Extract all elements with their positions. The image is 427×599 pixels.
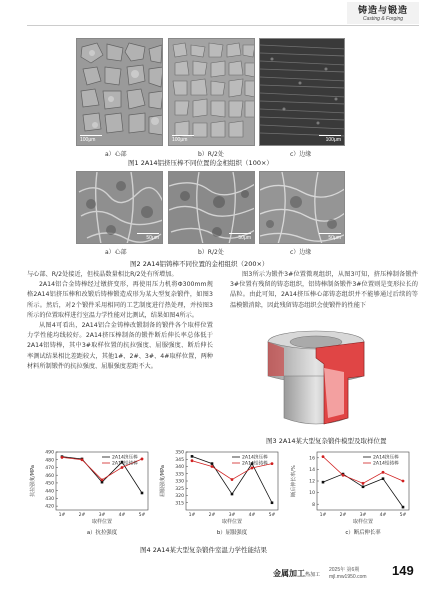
scale-bar [319,233,341,235]
legend-label: 2A14铝铸棒 [242,461,268,467]
y-axis-label: 断后伸长率/% [291,465,297,497]
forging-model-image [244,328,404,432]
y-tick-label: 16 [309,456,315,462]
data-point [211,465,214,468]
data-point [402,506,405,509]
paragraph: 与心部、R/2处接近，但枝晶数量相比R/2处有所增加。 [27,271,178,278]
data-point [271,462,274,465]
scale-label: 50μm [238,235,251,241]
fig2-sub-b: b）R/2处 [198,249,224,256]
fig2a-micrograph [76,171,163,244]
x-tick-label: 5# [268,513,276,518]
x-axis-label: 取样位置 [91,519,113,525]
x-tick-label: 5# [399,513,407,518]
x-tick-label: 2# [208,513,216,518]
y-tick-label: 340 [175,465,184,471]
data-point [251,467,254,470]
x-tick-label: 2# [339,513,347,518]
header-rule [27,25,419,26]
scale-label: 100μm [80,137,96,143]
chart-subtitle: a）抗拉强度 [86,530,118,536]
line-chart [26,448,156,544]
x-tick-label: 4# [379,513,387,518]
data-point [141,458,144,461]
chart-subtitle: c）断后伸长率 [345,530,381,536]
data-point [322,455,325,458]
journal-section-title [347,2,419,24]
y-tick-label: 470 [45,466,54,472]
y-tick-label: 315 [175,501,184,507]
data-point [271,501,274,504]
data-point [362,486,365,489]
data-point [141,492,144,495]
journal-logo [273,568,320,579]
data-point [382,477,385,480]
y-tick-label: 490 [45,450,54,456]
right-column-text [230,270,418,311]
scale-label: 50μm [146,235,159,241]
y-tick-label: 10 [309,491,315,497]
series-line [323,474,403,507]
micrograph-image [169,39,255,146]
y-tick-label: 320 [175,494,184,500]
y-tick-label: 12 [309,479,315,485]
data-point [191,459,194,462]
line-chart [156,448,286,544]
data-point [231,493,234,496]
y-tick-label: 440 [45,489,54,495]
scale-bar [319,135,341,137]
x-tick-label: 2# [78,513,86,518]
paragraph: 图3所示为锻件3#位置微观组织，从图3可知，挤压棒制备锻件3#位置有残留的铸态组织，铝铸棒制备锻件3#位置则是变形拉长的晶粒。由此可知，2A14挤压棒心部铸态组织并不能够通过后续的等温模锻消除，因此残留铸态组织会使锻件的性能下 [230,271,418,309]
data-point [322,481,325,484]
figure1-caption: 图1 2A14铝挤压棒不同位置的金相组织（100×） [128,159,273,167]
data-point [191,455,194,458]
x-tick-label: 5# [138,513,146,518]
figure2-caption: 图2 2A14铝铸棒不同位置的金相组织（200×） [130,260,269,268]
legend-label: 2A14挤压棒 [373,455,399,461]
x-axis-label: 取样位置 [352,519,374,525]
legend-label: 2A14挤压棒 [242,455,268,461]
figure3-caption: 图3 2A14某大型复杂锻件模型及取样位置 [266,437,387,445]
data-point [402,480,405,483]
x-axis-label: 取样位置 [221,519,243,525]
logo-sub: 热加工 [305,572,321,578]
y-tick-label: 420 [45,504,54,510]
data-point [342,474,345,477]
section-title-zh: 铸造与锻造 [357,6,408,16]
x-tick-label: 4# [118,513,126,518]
logo-text: 金属加工 [273,568,305,578]
fig2-sub-c: c）边缘 [290,249,312,256]
fig1-sub-c: c）边缘 [290,151,312,158]
fig2-sub-a: a）心部 [105,249,127,256]
data-point [231,478,234,481]
y-tick-label: 345 [175,457,184,463]
fig2c-micrograph [259,171,345,244]
journal-url: mjl.mw1950.com [329,574,367,580]
y-tick-label: 8 [312,502,315,508]
left-column-text [27,270,213,372]
y-tick-label: 480 [45,458,54,464]
scale-bar [137,233,159,235]
x-tick-label: 3# [228,513,236,518]
data-point [81,458,84,461]
fig2b-micrograph [168,171,255,244]
chart-elongation [287,448,417,544]
data-point [211,462,214,465]
scale-bar [229,233,251,235]
chart-tensile-strength [26,448,156,544]
figure4-caption: 图4 2A14某大型复杂锻件室温力学性能结果 [140,546,268,554]
section-title-en: Casting & Forging [362,16,404,22]
data-point [101,478,104,481]
data-point [362,482,365,485]
y-axis-label: 屈服强度/MPa [160,465,166,497]
x-tick-label: 1# [58,513,66,518]
page-number: 149 [392,563,414,578]
y-tick-label: 14 [309,468,315,473]
scale-label: 100μm [325,137,341,143]
legend-label: 2A14铝铸棒 [373,461,399,467]
legend-label: 2A14铝铸棒 [112,461,138,467]
issue-label: 2025年 第6期 [329,567,360,573]
y-tick-label: 350 [175,450,184,456]
scale-label: 50μm [328,235,341,241]
micrograph-image [260,39,345,146]
fig1-sub-b: b）R/2处 [198,151,224,158]
x-tick-label: 1# [319,513,327,518]
chart-subtitle: b）屈服强度 [216,530,248,536]
y-tick-label: 330 [175,479,184,485]
y-axis-label: 抗拉强度/MPa [30,465,36,497]
y-tick-label: 335 [175,472,184,478]
x-tick-label: 3# [359,513,367,518]
data-point [101,481,104,484]
data-point [61,456,64,459]
forging-3d-model [244,328,404,432]
fig1-sub-a: a）心部 [105,151,127,158]
paragraph: 2A14铝合金铸棒经过镦挤变形，再使用压力机将Φ300mm规格2A14铝挤压棒和改锻后铸棒锻造成形为某大型复杂锻件，如图3所示。然后，对2个锻件采用相同的工艺制度进行热处理，并按图3所示的位置取样进行室温力学性能对比测试，结果如图4所示。 [27,281,213,319]
scale-label: 100μm [172,137,188,143]
micrograph-image [77,39,163,146]
chart-yield-strength [156,448,286,544]
y-tick-label: 430 [45,497,54,502]
y-tick-label: 325 [175,486,184,492]
y-tick-label: 450 [45,481,54,487]
fig1c-micrograph [259,38,345,146]
scale-bar [80,135,102,137]
line-chart [287,448,417,544]
legend-label: 2A14挤压棒 [112,455,138,461]
x-tick-label: 4# [248,513,256,518]
scale-bar [172,135,194,137]
paragraph: 从图4可看出，2A14铝合金铸棒改锻制备的锻件各个取样位置力学性能均线较好。2A14挤压棒制备的锻件断后伸长率总体低于2A14铝铸棒，其中3#取样位置的抗拉强度、屈服强度、断后伸长率测试结果相比差距较大，其他1#、2#、3#、4#取样位置，两种材料所制锻件的抗拉强度、屈服强度差距不大。 [27,322,213,370]
y-tick-label: 460 [45,473,54,479]
data-point [382,471,385,474]
x-tick-label: 1# [188,513,196,518]
fig1a-micrograph [76,38,163,146]
x-tick-label: 3# [98,513,106,518]
fig1b-micrograph [168,38,255,146]
